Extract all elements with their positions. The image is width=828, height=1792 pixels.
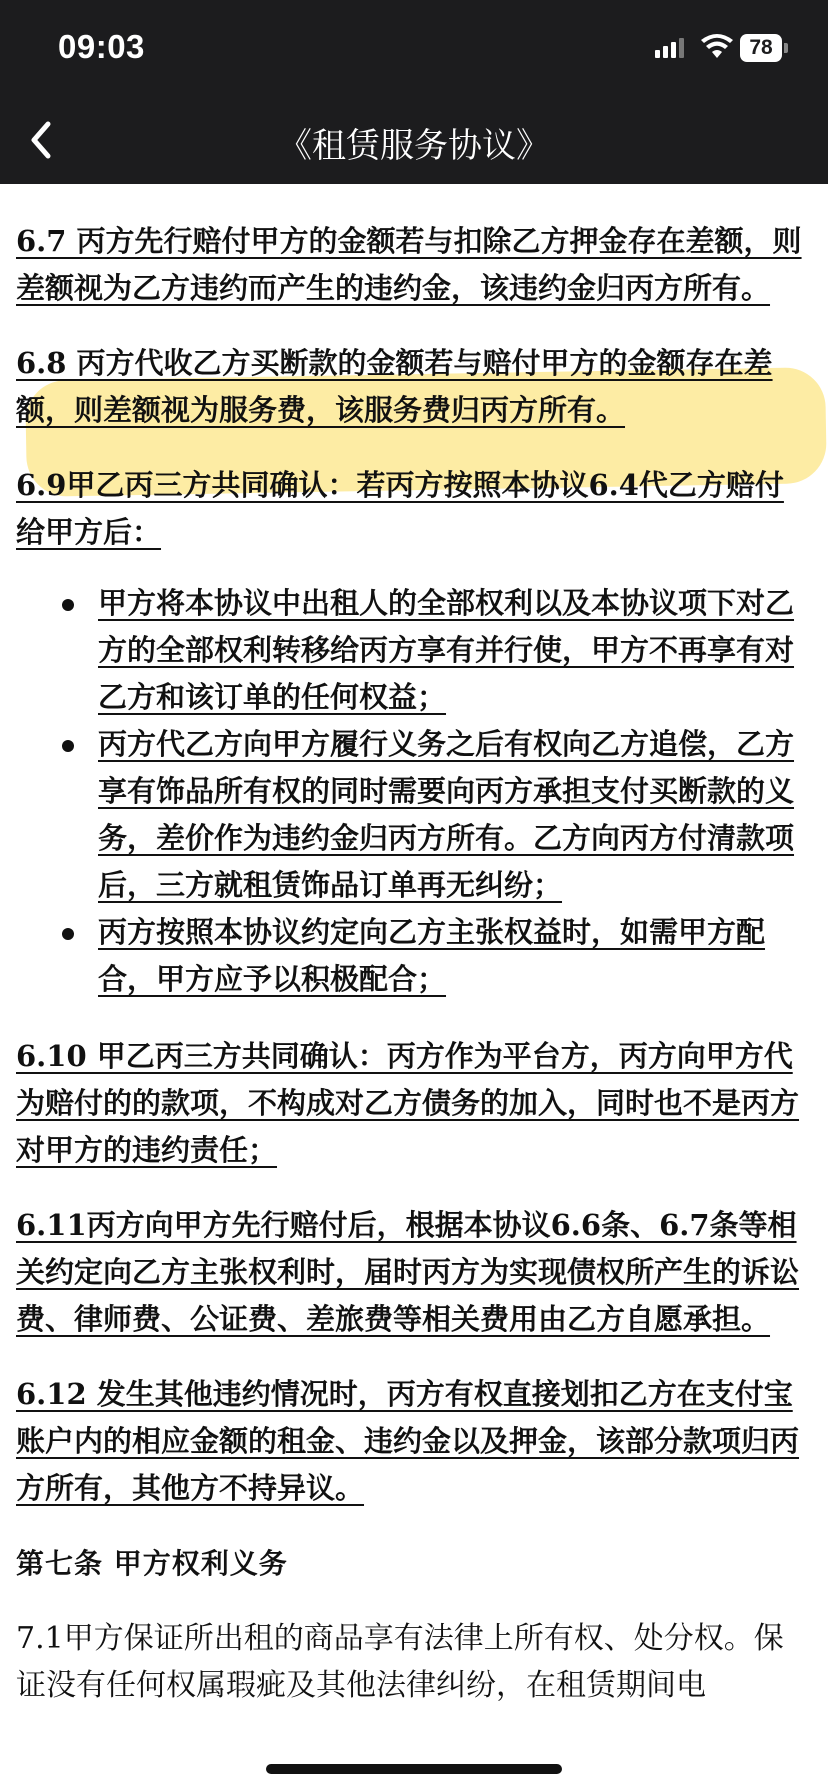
bullet-dot bbox=[62, 928, 74, 940]
bullet-list bbox=[16, 580, 806, 1003]
status-time: 09:03 bbox=[58, 28, 145, 65]
clause-text: 6.12 发生其他违约情况时，丙方有权直接划扣乙方在支付宝账户内的相应金额的租金、违约金以及押金，该部分款项归丙方所有，其他方不持异议。 bbox=[16, 1377, 800, 1505]
list-item bbox=[16, 909, 806, 1003]
list-item-text: 甲方将本协议中出租人的全部权利以及本协议项下对乙方的全部权利转移给丙方享有并行使，甲方不再享有对乙方和该订单的任何权益； bbox=[98, 586, 795, 714]
clause-6-8 bbox=[16, 340, 806, 434]
clause-text: 6.9甲乙丙三方共同确认：若丙方按照本协议6.4代乙方赔付给甲方后： bbox=[16, 468, 784, 549]
list-item-text: 丙方按照本协议约定向乙方主张权益时，如需甲方配合，甲方应予以积极配合； bbox=[98, 915, 766, 996]
clause-text: 6.11丙方向甲方先行赔付后，根据本协议6.6条、6.7条等相关约定向乙方主张权利时，届时丙方为实现债权所产生的诉讼费、律师费、公证费、差旅费等相关费用由乙方自愿承担。 bbox=[16, 1208, 800, 1336]
battery-icon bbox=[740, 34, 788, 62]
clause-6-12 bbox=[16, 1371, 806, 1512]
section-heading: 第七条 甲方权利义务 bbox=[16, 1547, 288, 1580]
battery-cap bbox=[784, 43, 788, 53]
document-content bbox=[16, 218, 806, 1737]
wifi-icon bbox=[700, 34, 734, 60]
signal-icon bbox=[655, 36, 687, 60]
bullet-dot bbox=[62, 740, 74, 752]
bullet-dot bbox=[62, 599, 74, 611]
battery-level: 78 bbox=[749, 36, 773, 59]
clause-text: 6.8 丙方代收乙方买断款的金额若与赔付甲方的金额存在差额，则差额视为服务费，该服务费归丙方所有。 bbox=[16, 346, 773, 427]
list-item bbox=[16, 721, 806, 909]
clause-7-1: 7.1甲方保证所出租的商品享有法律上所有权、处分权。保证没有任何权属瑕疵及其他法律纠纷，在租赁期间电 bbox=[16, 1621, 784, 1703]
list-item bbox=[16, 580, 806, 721]
clause-6-9 bbox=[16, 462, 806, 556]
clause-6-10 bbox=[16, 1033, 806, 1174]
clause-6-7 bbox=[16, 218, 806, 312]
clause-text: 6.10 甲乙丙三方共同确认：丙方作为平台方，丙方向甲方代为赔付的的款项，不构成对乙方债务的加入，同时也不是丙方对甲方的违约责任； bbox=[16, 1039, 800, 1167]
clause-6-11 bbox=[16, 1202, 806, 1343]
nav-bar bbox=[0, 100, 828, 184]
home-indicator[interactable] bbox=[266, 1764, 562, 1774]
status-bar bbox=[0, 0, 828, 100]
list-item-text: 丙方代乙方向甲方履行义务之后有权向乙方追偿，乙方享有饰品所有权的同时需要向丙方承担支付买断款的义务，差价作为违约金归丙方所有。乙方向丙方付清款项后，三方就租赁饰品订单再无纠纷； bbox=[98, 727, 795, 902]
page-title: 《租赁服务协议》 bbox=[278, 126, 550, 166]
clause-text: 6.7 丙方先行赔付甲方的金额若与扣除乙方押金存在差额，则差额视为乙方违约而产生的违约金，该违约金归丙方所有。 bbox=[16, 224, 802, 305]
